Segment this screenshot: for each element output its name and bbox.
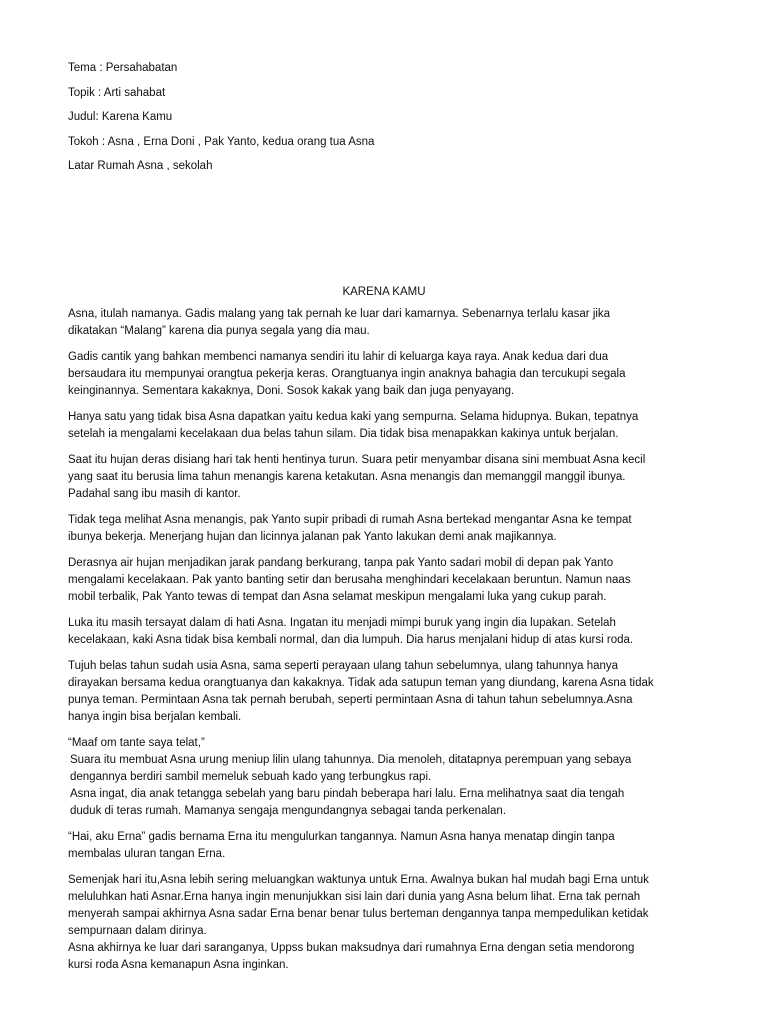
- paragraph-line: sempurnaan dalam dirinya.: [68, 925, 207, 937]
- paragraph-line: Luka itu masih tersayat dalam di hati Asna. Ingatan itu menjadi mimpi buruk yang ingin dia lupakan. Setelah: [68, 617, 616, 629]
- story-metadata: [68, 60, 708, 183]
- theme-line: Tema : Persahabatan: [68, 62, 178, 74]
- paragraph-line: punya teman. Permintaan Asna tak pernah berubah, seperti permintaan Asna di tahun tahun sebelumnya.Asna: [68, 694, 633, 706]
- paragraph-line: menyerah sampai akhirnya Asna sadar Erna benar benar tulus berteman dengannya tanpa mempedulikan ketidak: [68, 908, 649, 920]
- paragraph-line: “Maaf om tante saya telat,”: [68, 737, 205, 749]
- paragraph-line: kecelakaan, kaki Asna tidak bisa kembali normal, dan dia lumpuh. Dia harus menjalani hidup di atas kursi roda.: [68, 634, 634, 646]
- paragraph-line: yang saat itu berusia lima tahun menangis karena ketakutan. Asna menangis dan memanggil manggil ibunya.: [68, 471, 626, 483]
- paragraph-line: dirayakan bersama kedua orangtuanya dan kakaknya. Tidak ada satupun teman yang diundang, karena Asna tidak: [68, 677, 654, 689]
- paragraph-line: membalas uluran tangan Erna.: [68, 848, 226, 860]
- paragraph-line: duduk di teras rumah. Mamanya sengaja mengundangnya sebagai tanda perkenalan.: [70, 805, 507, 817]
- paragraph: [68, 555, 708, 606]
- paragraph-line: Saat itu hujan deras disiang hari tak henti hentinya turun. Suara petir menyambar disana sini membuat Asna kecil: [68, 454, 646, 466]
- story-body: [68, 306, 708, 974]
- paragraph-line: ibunya bekerja. Menerjang hujan dan licinnya jalanan pak Yanto lakukan demi anak majikannya.: [68, 531, 557, 543]
- paragraph-line: Padahal sang ibu masih di kantor.: [68, 488, 241, 500]
- paragraph-line: “Hai, aku Erna” gadis bernama Erna itu mengulurkan tangannya. Namun Asna hanya menatap dingin tanpa: [68, 831, 615, 843]
- paragraph: [68, 452, 708, 503]
- paragraph-line: Suara itu membuat Asna urung meniup lilin ulang tahunnya. Dia menoleh, ditatapnya perempuan yang sebaya: [70, 754, 632, 766]
- paragraph-line: keinginannya. Sementara kakaknya, Doni. Sosok kakak yang baik dan juga penyayang.: [68, 385, 515, 397]
- paragraph-line: Hanya satu yang tidak bisa Asna dapatkan yaitu kedua kaki yang sempurna. Selama hidupnya. Bukan, tepatnya: [68, 411, 639, 423]
- characters-line: Tokoh : Asna , Erna Doni , Pak Yanto, kedua orang tua Asna: [68, 135, 375, 148]
- paragraph-line: Asna, itulah namanya. Gadis malang yang tak pernah ke luar dari kamarnya. Sebenarnya terlalu kasar jika: [68, 308, 611, 320]
- setting-line: Latar Rumah Asna , sekolah: [68, 160, 213, 173]
- paragraph-line: dengannya berdiri sambil memeluk sebuah kado yang terbungkus rapi.: [70, 771, 432, 783]
- paragraph-line: mobil terbalik, Pak Yanto tewas di tempat dan Asna selamat meskipun mengalami luka yang cukup parah.: [68, 591, 607, 603]
- paragraph: [68, 615, 708, 649]
- title-line: Judul: Karena Kamu: [68, 111, 173, 124]
- paragraph: [68, 349, 708, 400]
- paragraph-line: Asna akhirnya ke luar dari saranganya, Uppss bukan maksudnya dari rumahnya Erna dengan setia mendorong: [68, 942, 635, 954]
- paragraph-line: Tidak tega melihat Asna menangis, pak Yanto supir pribadi di rumah Asna bertekad mengantar Asna ke tempat: [68, 514, 632, 526]
- paragraph-line: mengalami kecelakaan. Pak yanto banting setir dan berusaha menghindari kecelakaan beruntun. Namun naas: [68, 574, 631, 586]
- paragraph-line: meluluhkan hati Asnar.Erna hanya ingin menunjukkan sisi lain dari dunia yang Asna belum lihat. Erna tak pernah: [68, 891, 641, 903]
- paragraph: [68, 306, 708, 340]
- paragraph-line: bersaudara itu mempunyai orangtua pekerja keras. Orangtuanya ingin anaknya bahagia dan tercukupi segala: [68, 368, 626, 380]
- paragraph-line: Derasnya air hujan menjadikan jarak pandang berkurang, tanpa pak Yanto sadari mobil di depan pak Yanto: [68, 557, 614, 569]
- paragraph-line: kursi roda Asna kemanapun Asna inginkan.: [68, 959, 289, 971]
- paragraph: [68, 658, 708, 726]
- paragraph: [68, 512, 708, 546]
- paragraph-line: Semenjak hari itu,Asna lebih sering meluangkan waktunya untuk Erna. Awalnya bukan hal mudah bagi Erna untuk: [68, 874, 649, 886]
- paragraph-line: hanya ingin bisa berjalan kembali.: [68, 711, 242, 723]
- topic-line: Topik : Arti sahabat: [68, 86, 166, 99]
- paragraph-line: Tujuh belas tahun sudah usia Asna, sama seperti perayaan ulang tahun sebelumnya, ulang tahunnya hanya: [68, 660, 619, 672]
- paragraph-line: dikatakan “Malang” karena dia punya segala yang dia mau.: [68, 325, 370, 337]
- story-title: KARENA KAMU: [342, 286, 426, 298]
- paragraph-line: Gadis cantik yang bahkan membenci namanya sendiri itu lahir di keluarga kaya raya. Anak kedua dari dua: [68, 351, 609, 363]
- paragraph: [68, 829, 708, 863]
- paragraph-line: Asna ingat, dia anak tetangga sebelah yang baru pindah beberapa hari lalu. Erna melihatnya saat dia tengah: [70, 788, 625, 800]
- paragraph-line: setelah ia mengalami kecelakaan dua belas tahun silam. Dia tidak bisa menapakkan kakinya untuk berjalan.: [68, 428, 619, 440]
- paragraph: [68, 872, 708, 974]
- paragraph: [68, 409, 708, 443]
- paragraph: [68, 735, 708, 820]
